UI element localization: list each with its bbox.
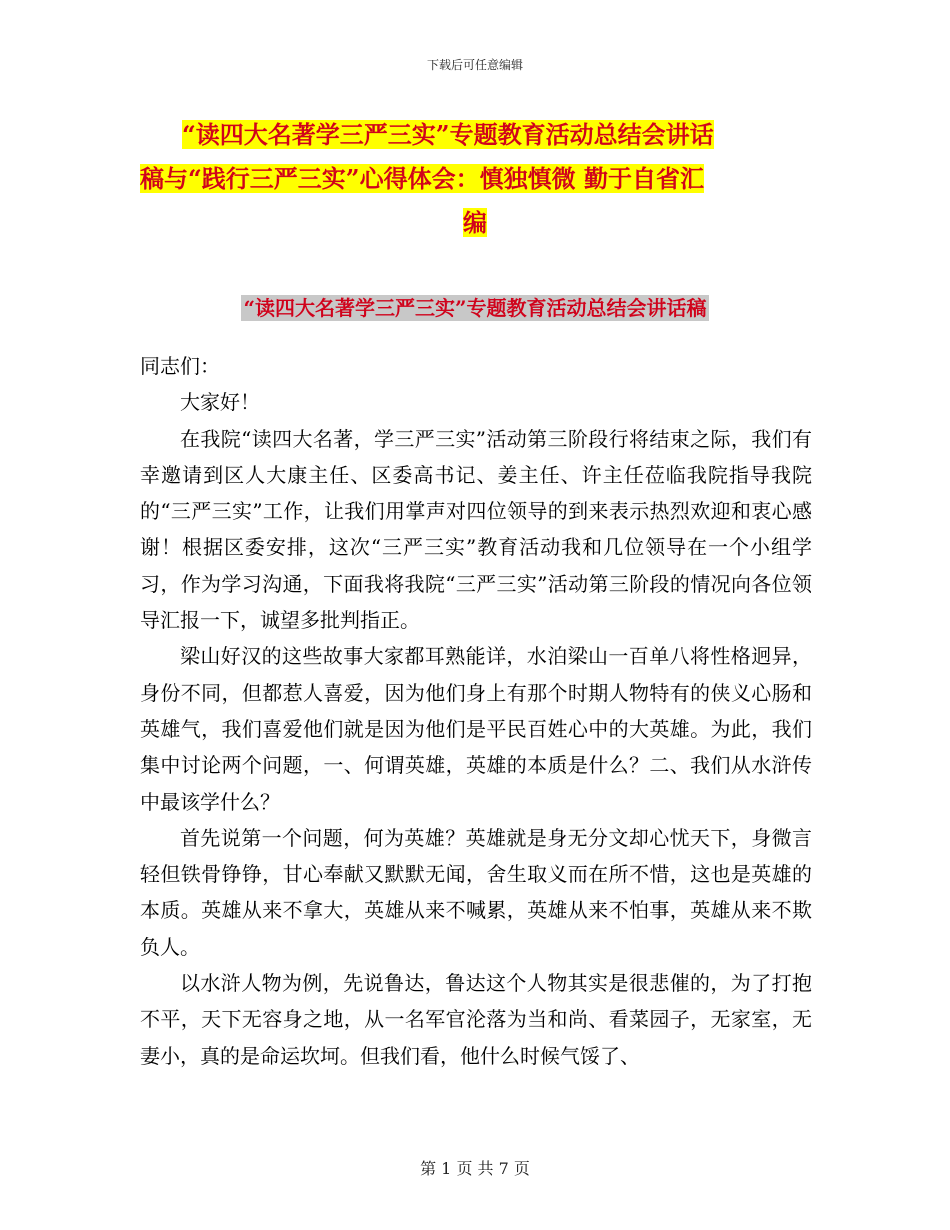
body-paragraph: 首先说第一个问题，何为英雄？英雄就是身无分文却心忧天下，身微言轻但铁骨铮铮，甘心奉献又默默无闻，舍生取义而在所不惜，这也是英雄的本质。英雄从来不拿大，英雄从来不喊累，英雄从来不怕事，英雄从来不欺负人。 (140, 825, 812, 959)
section-title (0, 292, 950, 321)
salutation: 同志们： (140, 354, 220, 378)
title-line-3 (140, 201, 810, 245)
greeting: 大家好！ (180, 390, 260, 415)
body-paragraph: 梁山好汉的这些故事大家都耳熟能详，水泊梁山一百单八将性格迥异，身份不同，但都惹人喜爱，因为他们身上有那个时期人物特有的侠义心肠和英雄气，我们喜爱他们就是因为他们是平民百姓心中的大英雄。为此，我们集中讨论两个问题，一、何谓英雄，英雄的本质是什么？二、我们从水浒传中最该学什么？ (140, 644, 812, 814)
body-paragraph: 在我院“读四大名著，学三严三实”活动第三阶段行将结束之际，我们有幸邀请到区人大康主任、区委高书记、姜主任、许主任莅临我院指导我院的“三严三实”工作，让我们用掌声对四位领导的到来表示热烈欢迎和衷心感谢！根据区委安排，这次“三严三实”教育活动我和几位领导在一个小组学习，作为学习沟通，下面我将我院“三严三实”活动第三阶段的情况向各位领导汇报一下，诚望多批判指正。 (140, 426, 812, 633)
document-title (140, 113, 810, 245)
title-line-2-text: 稿与“践行三严三实”心得体会：慎独慎微 勤于自省汇 (140, 164, 704, 193)
title-line-3-text: 编 (463, 208, 487, 237)
page-header-note: 下载后可任意编辑 (426, 58, 523, 72)
title-line-1-text: “读四大名著学三严三实”专题教育活动总结会讲话 (182, 120, 714, 149)
title-line-1 (140, 113, 810, 157)
document-body (140, 348, 812, 1074)
title-line-2 (140, 157, 810, 201)
page-number-footer: 第 1 页 共 7 页 (420, 1159, 530, 1178)
body-paragraph: 以水浒人物为例，先说鲁达，鲁达这个人物其实是很悲催的，为了打抱不平，天下无容身之地，从一名军官沦落为当和尚、看菜园子，无家室，无妻小，真的是命运坎坷。但我们看，他什么时候气馁了、 (140, 971, 812, 1068)
section-title-text: “读四大名著学三严三实”专题教育活动总结会讲话稿 (243, 296, 707, 320)
